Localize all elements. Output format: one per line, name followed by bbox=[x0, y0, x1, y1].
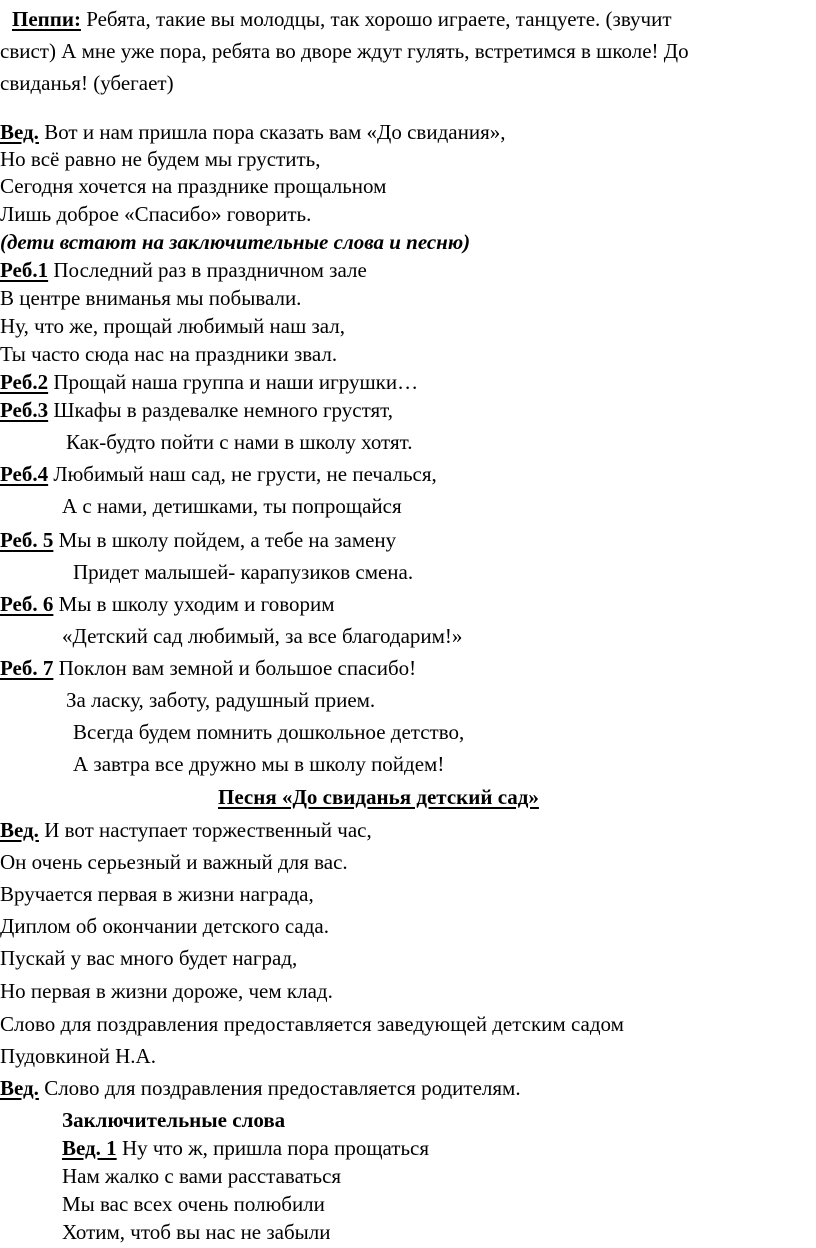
verse-text: Мы в школу уходим и говорим bbox=[53, 592, 335, 616]
child3-line-1 bbox=[0, 397, 393, 423]
verse-text: Мы в школу пойдем, а тебе на замену bbox=[53, 528, 397, 552]
child6-line-2: «Детский сад любимый, за все благодарим!» bbox=[62, 624, 463, 648]
child1-line-2: В центре вниманья мы побывали. bbox=[0, 286, 302, 310]
child3-line-2: Как-будто пойти с нами в школу хотят. bbox=[66, 430, 413, 454]
child4-line-2: А с нами, детишками, ты попрощайся bbox=[62, 494, 402, 518]
speaker-label: Реб.4 bbox=[0, 462, 49, 486]
verse-text: Слово для поздравления предоставляется родителям. bbox=[38, 1076, 521, 1100]
host2-line-1 bbox=[0, 817, 372, 843]
closing-line-2: Нам жалко с вами расставаться bbox=[62, 1164, 342, 1188]
child2-line-1 bbox=[0, 369, 418, 395]
speaker-label: Реб. 6 bbox=[0, 592, 54, 616]
host2-line-8: Пудовкиной Н.А. bbox=[0, 1044, 156, 1068]
verse-text: Прощай наша группа и наши игрушки… bbox=[48, 370, 419, 394]
speaker-label: Реб.2 bbox=[0, 370, 49, 394]
verse-text: Любимый наш сад, не грусти, не печалься, bbox=[48, 462, 437, 486]
child7-line-2: За ласку, заботу, радушный прием. bbox=[66, 688, 376, 712]
closing-line-3: Мы вас всех очень полюбили bbox=[62, 1192, 325, 1216]
speaker-label: Реб. 5 bbox=[0, 528, 54, 552]
intro-line-1 bbox=[12, 6, 672, 32]
closing-heading: Заключительные слова bbox=[62, 1108, 286, 1132]
speaker-label: Вед. bbox=[0, 120, 39, 144]
child4-line-1 bbox=[0, 461, 437, 487]
intro-line-3: свиданья! (убегает) bbox=[0, 71, 174, 95]
host2-line-5: Пускай у вас много будет наград, bbox=[0, 946, 298, 970]
song-title: Песня «До свиданья детский сад» bbox=[218, 785, 539, 809]
host1-line-1 bbox=[0, 119, 505, 145]
host1-line-2: Но всё равно не будем мы грустить, bbox=[0, 147, 321, 171]
speaker-label: Вед. bbox=[0, 1076, 39, 1100]
child7-line-4: А завтра все дружно мы в школу пойдем! bbox=[73, 752, 445, 776]
intro-text: Ребята, такие вы молодцы, так хорошо играете, танцуете. (звучит bbox=[80, 7, 672, 31]
host1-line-4: Лишь доброе «Спасибо» говорить. bbox=[0, 202, 312, 226]
closing-line-4: Хотим, чтоб вы нас не забыли bbox=[62, 1220, 331, 1244]
child1-line-3: Ну, что же, прощай любимый наш зал, bbox=[0, 314, 346, 338]
closing-line-1 bbox=[62, 1135, 429, 1161]
verse-text: Шкафы в раздевалке немного грустят, bbox=[48, 398, 394, 422]
verse-text: И вот наступает торжественный час, bbox=[38, 818, 372, 842]
child5-line-1 bbox=[0, 527, 396, 553]
speaker-label: Реб. 7 bbox=[0, 656, 54, 680]
child5-line-2: Придет малышей- карапузиков смена. bbox=[73, 560, 414, 584]
host2-line-4: Диплом об окончании детского сада. bbox=[0, 914, 329, 938]
verse-text: Поклон вам земной и большое спасибо! bbox=[53, 656, 417, 680]
verse-text: Ну что ж, пришла пора прощаться bbox=[116, 1136, 430, 1160]
host1-line-3: Сегодня хочется на празднике прощальном bbox=[0, 174, 387, 198]
intro-line-2: свист) А мне уже пора, ребята во дворе ждут гулять, встретимся в школе! До bbox=[0, 39, 689, 63]
child6-line-1 bbox=[0, 591, 335, 617]
verse-text: Вот и нам пришла пора сказать вам «До свидания», bbox=[38, 120, 506, 144]
host2-line-7: Слово для поздравления предоставляется заведующей детским садом bbox=[0, 1012, 624, 1036]
child7-line-3: Всегда будем помнить дошкольное детство, bbox=[73, 720, 465, 744]
child1-line-4: Ты часто сюда нас на праздники звал. bbox=[0, 342, 338, 366]
host2-line-2: Он очень серьезный и важный для вас. bbox=[0, 850, 348, 874]
host2-line-3: Вручается первая в жизни награда, bbox=[0, 882, 314, 906]
child7-line-1 bbox=[0, 655, 416, 681]
host2-line-6: Но первая в жизни дороже, чем клад. bbox=[0, 979, 333, 1003]
speaker-label: Пеппи: bbox=[12, 7, 81, 31]
host3-line bbox=[0, 1075, 521, 1101]
speaker-label: Вед. 1 bbox=[62, 1136, 117, 1160]
child1-line-1 bbox=[0, 257, 367, 283]
speaker-label: Реб.1 bbox=[0, 258, 49, 282]
verse-text: Последний раз в праздничном зале bbox=[48, 258, 367, 282]
speaker-label: Реб.3 bbox=[0, 398, 49, 422]
stage-direction: (дети встают на заключительные слова и песню) bbox=[0, 230, 471, 254]
speaker-label: Вед. bbox=[0, 818, 39, 842]
